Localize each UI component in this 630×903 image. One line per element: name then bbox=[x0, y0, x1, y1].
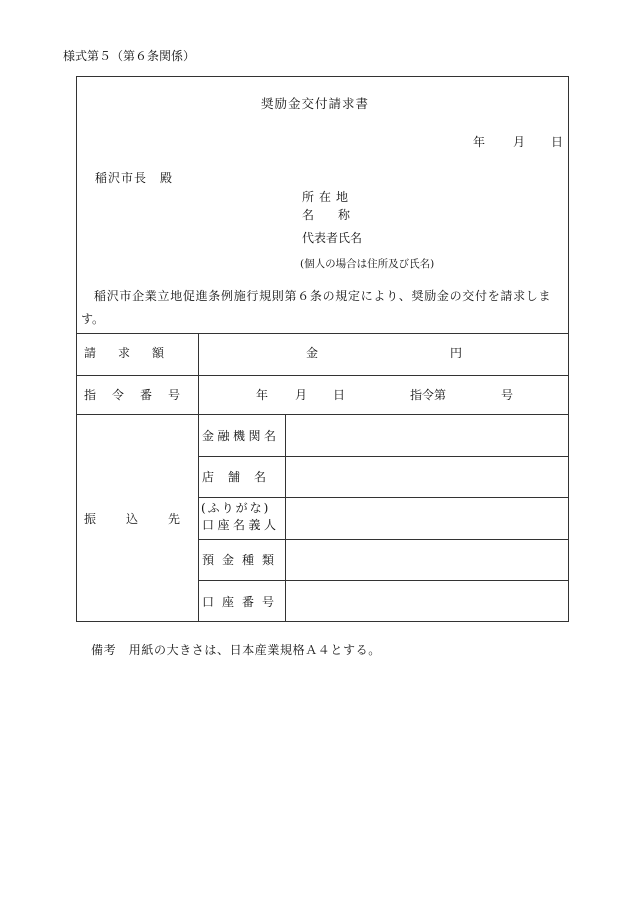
table-line bbox=[76, 333, 569, 334]
applicant-note: (個人の場合は住所及び氏名) bbox=[300, 258, 435, 270]
date-year: 年 bbox=[473, 135, 486, 149]
bank-name-label: 金融機関名 bbox=[202, 429, 280, 443]
date-day: 日 bbox=[551, 135, 564, 149]
amount-suffix: 円 bbox=[450, 346, 463, 360]
deposit-type-label: 預金種類 bbox=[202, 553, 283, 567]
table-line bbox=[285, 414, 286, 622]
account-holder-label: 口座名義人 bbox=[202, 518, 280, 532]
order-label: 指令番号 bbox=[84, 388, 197, 402]
form-label: 様式第５（第６条関係） bbox=[63, 49, 196, 63]
request-text-line2: す。 bbox=[81, 312, 105, 326]
order-year: 年 bbox=[256, 388, 269, 402]
transfer-label: 振込先 bbox=[84, 512, 211, 526]
remark: 備考 用紙の大きさは、日本産業規格Ａ４とする。 bbox=[91, 643, 381, 657]
order-prefix: 指令第 bbox=[410, 388, 447, 402]
addressee: 稲沢市長 殿 bbox=[95, 171, 174, 185]
table-line bbox=[198, 333, 199, 622]
date-month: 月 bbox=[513, 135, 526, 149]
furigana-label: (ふりがな) bbox=[201, 501, 271, 515]
order-suffix: 号 bbox=[501, 388, 514, 402]
table-line bbox=[76, 414, 569, 415]
form-title: 奨励金交付請求書 bbox=[260, 96, 369, 111]
order-day: 日 bbox=[333, 388, 346, 402]
amount-label: 請求額 bbox=[84, 346, 187, 360]
table-line bbox=[198, 580, 569, 581]
order-month: 月 bbox=[295, 388, 308, 402]
table-line bbox=[76, 375, 569, 376]
applicant-name-label: 名 称 bbox=[302, 208, 357, 222]
applicant-location-label: 所在地 bbox=[302, 190, 354, 204]
table-line bbox=[198, 539, 569, 540]
branch-name-label: 店舗名 bbox=[202, 470, 281, 484]
account-number-label: 口座番号 bbox=[202, 595, 283, 609]
request-text-line1: 稲沢市企業立地促進条例施行規則第６条の規定により、奨励金の交付を請求しま bbox=[94, 289, 552, 303]
applicant-representative-label: 代表者氏名 bbox=[302, 231, 363, 245]
amount-prefix: 金 bbox=[306, 346, 319, 360]
table-line bbox=[198, 497, 569, 498]
table-line bbox=[198, 456, 569, 457]
